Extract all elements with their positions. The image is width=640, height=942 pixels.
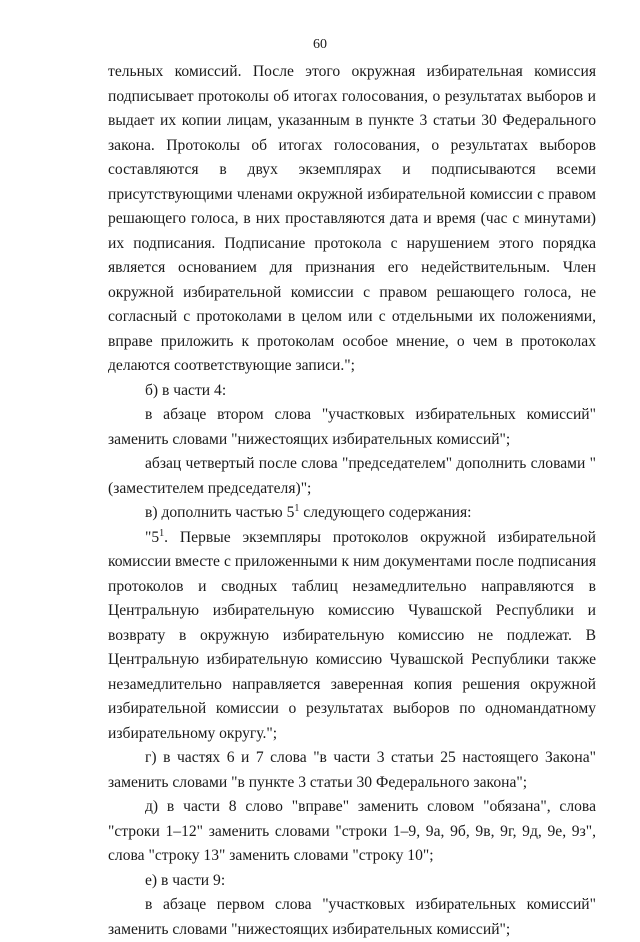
page-number: 60 [313,37,327,52]
paragraph-item-e: е) в части 9: [145,871,226,889]
paragraph-item-d: д) в части 8 слово "вправе" заменить словом "обязана", слова "строки 1–12" заменить словами "строки 1–9, 9а, 9б, 9в, 9г, 9д, 9е, 9з", слова "строку 13" заменить словами "строку 10"; [108,798,596,864]
paragraph-continuation: тельных комиссий. После этого окружная избирательная комиссия подписывает протоколы об итогах голосования, о результатах выборов и выдает их копии лицам, указанным в пункте 3 статьи 30 Федерального закона. Протоколы об итогах голосования, о результатах выборов составляются в двух экземплярах и подписываются всеми присутствующими членами окружной избирательной комиссии с правом решающего голоса, в них проставляются дата и время (час с минутами) их подписания. Подписание протокола с нарушением этого порядка является основанием для признания его недействительным. Член окружной избирательной комиссии с правом решающего голоса, не согласный с протоколами в целом или с отдельными их положениями, вправе приложить к протоколам особое мнение, о чем в протоколах делаются соответствующие записи."; [108,63,596,374]
superscript: 1 [294,503,300,514]
paragraph-item-v [108,501,596,526]
paragraph-item-v-1 [108,526,596,747]
superscript: 1 [159,527,165,539]
paragraph-text: . Первые экземпляры протоколов окружной избирательной комиссии вместе с приложенными к ним документами после подписания протоколов и сводных таблиц незамедлительно направляются в Центральную избирательную комиссию Чувашской Республики и возврату в окружную избирательную комиссию не подлежат. В Центральную избирательную комиссию Чувашской Республики также незамедлительно направляется заверенная копия решения окружной избирательной комиссии о результатах выборов по одномандатному избирательному округу."; [108,528,596,742]
paragraph-item-b-2: абзац четвертый после слова "председателем" дополнить словами "(заместителем председателя)"; [108,455,596,497]
paragraph-item-g: г) в частях 6 и 7 слова "в части 3 статьи 25 настоящего Закона" заменить словами "в пункте 3 статьи 30 Федерального закона"; [108,749,596,791]
paragraph-text: следующего содержания: [299,504,472,521]
paragraph-item-b-1: в абзаце втором слова "участковых избирательных комиссий" заменить словами "нижестоящих избирательных комиссий"; [108,406,596,448]
paragraph-text: в) дополнить частью 5 [145,504,295,521]
document-body [108,60,596,942]
paragraph-item-e-1: в абзаце первом слова "участковых избирательных комиссий" заменить словами "нижестоящих избирательных комиссий"; [108,896,596,938]
paragraph-text: "5 [145,528,160,546]
paragraph-item-b: б) в части 4: [145,381,227,399]
